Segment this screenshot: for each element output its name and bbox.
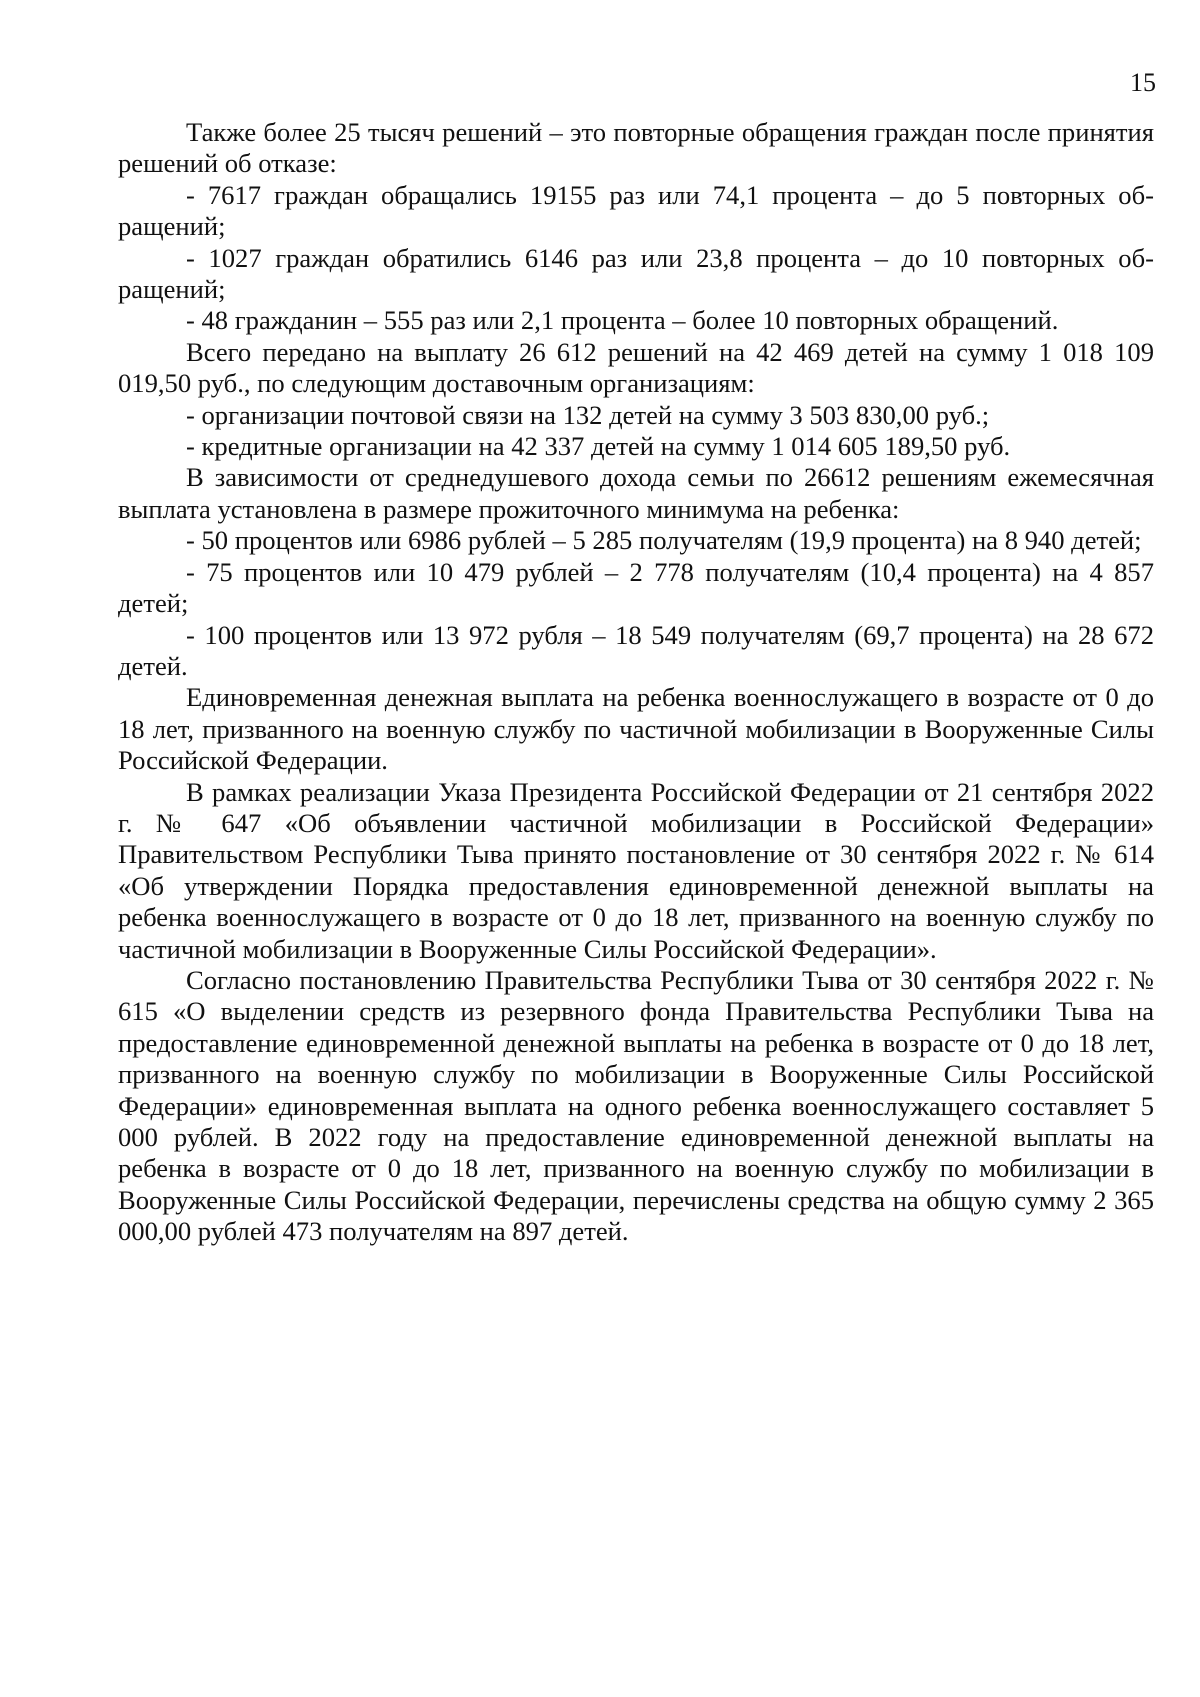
- paragraph-75-percent: - 75 процентов или 10 479 рублей – 2 778 получателям (10,4 процента) на 4 857 детей;: [118, 556, 1154, 619]
- page-number: 15: [1130, 68, 1156, 97]
- paragraph-50-percent: - 50 процентов или 6986 рублей – 5 285 получателям (19,9 процента) на 8 940 детей;: [186, 525, 1142, 556]
- paragraph-decree-implementation: В рамках реализации Указа Президента Российской Федерации от 21 сентября 2022 г. № 647 «Об объявлении частичной мобилизации в Российской Федерации» Правительством Республики Тыва принято постановление от 30 сентября 2022 г. № 614 «Об утверждении Порядка предоставления единовременной денежной выплаты на ребенка военнослужащего в возрасте от 0 до 18 лет, призванного на военную службу по частичной мобилизации в Вооруженные Силы Российской Федерации».: [118, 776, 1154, 964]
- paragraph-income-dependence: В зависимости от среднедушевого дохода семьи по 26612 решениям ежемесячная выплата установлена в размере прожиточного минимума на ребенка:: [118, 462, 1154, 524]
- document-body: [118, 117, 1154, 1248]
- paragraph-resolution-615: Согласно постановлению Правительства Республики Тыва от 30 сентября 2022 г. № 615 «О выделении средств из резервного фонда Правительства Республики Тыва на предоставление единовременной денежной выплаты на ребенка в возрасте от 0 до 18 лет, призванного на военную службу по мобилизации в Вооруженные Силы Российской Федерации» единовременная выплата на одного ребенка военнослужащего составляет 5 000 рублей. В 2022 году на предоставление единовременной денежной выплаты на ребенка в возрасте от 0 до 18 лет, призванного на военную службу по мобилизации в Вооруженные Силы Российской Федерации, перечислены средства на общую сумму 2 365 000,00 рублей 473 получателям на 897 детей.: [118, 964, 1154, 1247]
- paragraph-credit-organizations: - кредитные организации на 42 337 детей на сумму 1 014 605 189,50 руб.: [186, 431, 1011, 462]
- paragraph-postal-organizations: - организации почтовой связи на 132 детей на сумму 3 503 830,00 руб.;: [186, 399, 990, 430]
- paragraph-repeat-requests-more-10: - 48 гражданин – 555 раз или 2,1 процента – более 10 повторных обращений.: [186, 305, 1059, 336]
- paragraph-100-percent: - 100 процентов или 13 972 рубля – 18 549 получателям (69,7 процента) на 28 672 детей.: [118, 619, 1154, 681]
- paragraph-payments-total: Всего передано на выплату 26 612 решений на 42 469 детей на сумму 1 018 109 019,50 руб., по следующим доставочным организациям:: [118, 336, 1154, 399]
- paragraph-repeat-requests-5: - 7617 граждан обращались 19155 раз или 74,1 процента – до 5 повторных обращений;: [118, 179, 1154, 242]
- paragraph-repeat-requests-10: - 1027 граждан обратились 6146 раз или 23,8 процента – до 10 повторных обращений;: [118, 242, 1154, 305]
- paragraph-repeat-requests-intro: Также более 25 тысяч решений – это повторные обращения граждан после принятия решений об отказе:: [118, 117, 1154, 179]
- paragraph-one-time-payment-heading: Единовременная денежная выплата на ребенка военнослужащего в возрасте от 0 до 18 лет, призванного на военную службу по частичной мобилизации в Вооруженные Силы Российской Федерации.: [118, 682, 1154, 776]
